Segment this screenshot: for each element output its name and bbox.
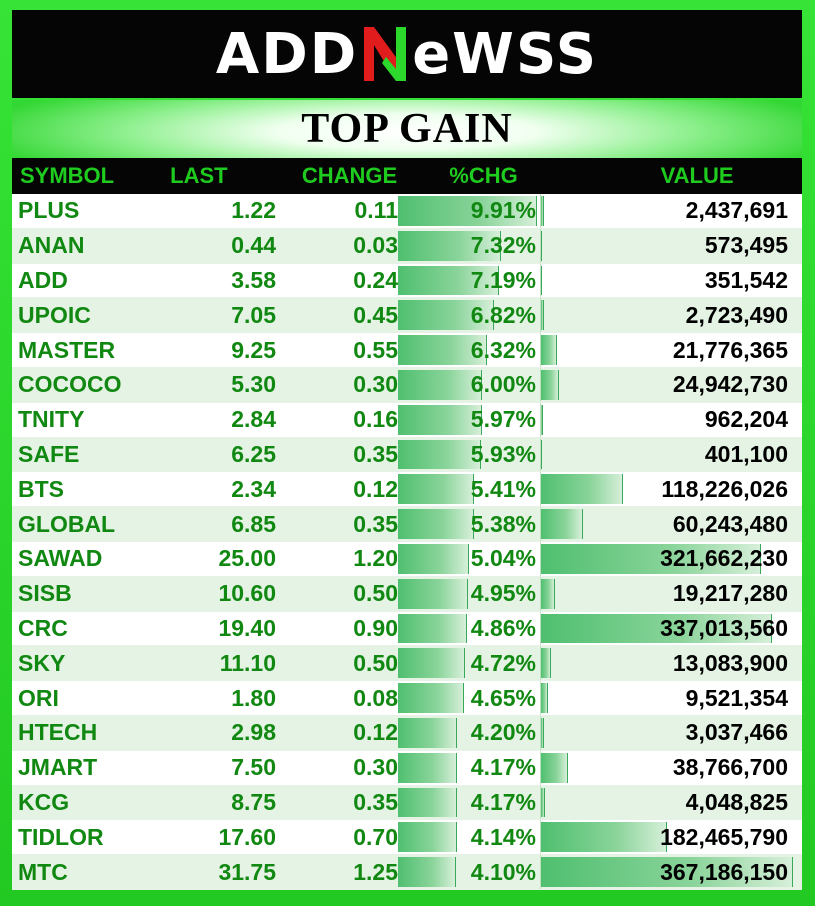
cell-pct-change-text: 6.32%: [470, 336, 536, 363]
cell-symbol: [12, 542, 158, 576]
cell-symbol: [12, 612, 158, 646]
table-row: [12, 194, 802, 229]
cell-value: [541, 751, 802, 785]
cell-value: [541, 507, 802, 541]
cell-last-text: 17.60: [218, 823, 276, 850]
cell-pct-change-text: 7.19%: [470, 266, 536, 293]
cell-symbol: [12, 298, 158, 332]
cell-symbol: [12, 646, 158, 680]
cell-value-text: 573,495: [704, 232, 788, 259]
table-row: [12, 472, 802, 507]
cell-last-text: 7.50: [231, 754, 276, 781]
cell-change: [276, 194, 398, 228]
cell-value-text: 2,437,691: [685, 197, 788, 224]
cell-pct-change: [398, 751, 541, 785]
title-band: [12, 100, 802, 158]
cell-value-text: 337,013,560: [660, 614, 788, 641]
header-value: VALUE: [660, 163, 734, 188]
cell-change: [276, 298, 398, 332]
cell-value-bar: [541, 231, 542, 261]
cell-value: [541, 542, 802, 576]
cell-pct-change-text: 5.93%: [470, 440, 536, 467]
cell-symbol-text: TNITY: [18, 406, 85, 433]
cell-value-text: 367,186,150: [660, 858, 788, 885]
table-row: [12, 646, 802, 681]
cell-symbol: [12, 368, 158, 402]
cell-last-text: 10.60: [218, 580, 276, 607]
cell-symbol-text: CRC: [18, 614, 68, 641]
cell-symbol: [12, 820, 158, 854]
cell-symbol: [12, 229, 158, 263]
cell-change-text: 1.25: [353, 858, 398, 885]
cell-value-text: 60,243,480: [672, 510, 788, 537]
cell-last-text: 6.85: [231, 510, 276, 537]
cell-last: [158, 855, 276, 889]
cell-change: [276, 264, 398, 298]
cell-change-text: 0.50: [353, 580, 398, 607]
cell-change: [276, 368, 398, 402]
table-header: [12, 158, 802, 194]
table-row: [12, 716, 802, 751]
cell-last: [158, 612, 276, 646]
cell-value-bar: [541, 718, 544, 748]
table-row: [12, 298, 802, 333]
cell-pct-change: [398, 612, 541, 646]
cell-change-text: 0.11: [354, 197, 398, 224]
cell-pct-change: [398, 194, 541, 228]
cell-symbol-text: SKY: [18, 649, 66, 676]
cell-change: [276, 542, 398, 576]
table-row: [12, 577, 802, 612]
cell-value: [541, 612, 802, 646]
cell-change-text: 0.03: [353, 232, 398, 259]
cell-change-text: 0.12: [353, 475, 398, 502]
logo-n-mark-icon: [360, 23, 410, 85]
cell-pct-change-text: 6.00%: [470, 371, 536, 398]
cell-last-text: 7.05: [231, 301, 276, 328]
cell-change: [276, 577, 398, 611]
cell-pct-change: [398, 855, 541, 889]
cell-value-bar: [541, 405, 543, 435]
cell-value: [541, 786, 802, 820]
cell-pct-change: [398, 368, 541, 402]
cell-value: [541, 681, 802, 715]
table-row: [12, 507, 802, 542]
cell-value-bar: [541, 440, 542, 470]
cell-last: [158, 333, 276, 367]
cell-value: [541, 577, 802, 611]
cell-value: [541, 855, 802, 889]
cell-pct-change: [398, 577, 541, 611]
cell-last: [158, 298, 276, 332]
cell-change: [276, 786, 398, 820]
cell-change-text: 0.24: [353, 266, 398, 293]
cell-value-text: 2,723,490: [685, 301, 788, 328]
cell-pct-change-text: 4.65%: [470, 684, 536, 711]
cell-pct-change-text: 7.32%: [470, 232, 536, 259]
cell-value-text: 13,083,900: [672, 649, 788, 676]
table-row: [12, 368, 802, 403]
cell-value-bar: [541, 579, 555, 609]
cell-pct-change-bar: [398, 718, 457, 748]
cell-pct-change-text: 6.82%: [470, 301, 536, 328]
cell-symbol-text: HTECH: [18, 719, 98, 746]
cell-last: [158, 438, 276, 472]
cell-pct-change: [398, 786, 541, 820]
cell-pct-change-bar: [398, 544, 469, 574]
cell-change-text: 1.20: [353, 545, 398, 572]
cell-pct-change: [398, 820, 541, 854]
cell-value-bar: [541, 822, 667, 852]
header-change: CHANGE: [301, 163, 398, 188]
cell-value: [541, 716, 802, 750]
cell-last-text: 2.98: [231, 719, 276, 746]
table-row: [12, 751, 802, 786]
header-bar: [12, 10, 802, 98]
cell-value-text: 19,217,280: [672, 580, 788, 607]
cell-value-text: 21,776,365: [672, 336, 788, 363]
cell-pct-change-bar: [398, 509, 474, 539]
cell-last: [158, 542, 276, 576]
cell-last: [158, 472, 276, 506]
cell-last: [158, 786, 276, 820]
cell-symbol: [12, 681, 158, 715]
cell-value: [541, 333, 802, 367]
cell-change-text: 0.35: [353, 510, 398, 537]
cell-symbol: [12, 194, 158, 228]
cell-pct-change-text: 4.10%: [470, 858, 536, 885]
cell-change: [276, 855, 398, 889]
table-row: [12, 612, 802, 647]
cell-last-text: 5.30: [231, 371, 276, 398]
cell-last-text: 2.84: [231, 406, 276, 433]
cell-value-text: 4,048,825: [685, 788, 788, 815]
cell-change: [276, 507, 398, 541]
cell-symbol: [12, 403, 158, 437]
cell-pct-change: [398, 542, 541, 576]
cell-value-bar: [541, 266, 542, 296]
header-symbol: SYMBOL: [20, 163, 115, 188]
cell-pct-change: [398, 472, 541, 506]
header-last: LAST: [170, 163, 228, 188]
header-pct-change: %CHG: [449, 163, 518, 188]
cell-change: [276, 438, 398, 472]
cell-last: [158, 577, 276, 611]
table-row: [12, 264, 802, 299]
cell-value-text: 321,662,230: [660, 545, 788, 572]
cell-symbol: [12, 472, 158, 506]
cell-change: [276, 681, 398, 715]
cell-symbol: [12, 855, 158, 889]
cell-last: [158, 646, 276, 680]
cell-value-text: 401,100: [704, 440, 788, 467]
cell-value-bar: [541, 683, 548, 713]
cell-pct-change-text: 4.72%: [470, 649, 536, 676]
cell-pct-change-bar: [398, 440, 481, 470]
cell-symbol-text: TIDLOR: [18, 823, 104, 850]
cell-value-text: 9,521,354: [685, 684, 788, 711]
cell-symbol-text: COCOCO: [18, 371, 122, 398]
table-row: [12, 438, 802, 473]
cell-last-text: 1.80: [231, 684, 276, 711]
cell-value: [541, 403, 802, 437]
table-row: [12, 403, 802, 438]
cell-value: [541, 368, 802, 402]
cell-pct-change: [398, 403, 541, 437]
cell-change: [276, 716, 398, 750]
cell-change-text: 0.35: [353, 440, 398, 467]
cell-change: [276, 229, 398, 263]
cell-value-text: 962,204: [704, 406, 788, 433]
cell-pct-change: [398, 716, 541, 750]
cell-pct-change-bar: [398, 370, 482, 400]
cell-pct-change: [398, 333, 541, 367]
cell-symbol: [12, 786, 158, 820]
cell-last-text: 1.22: [231, 197, 276, 224]
cell-symbol-text: JMART: [18, 754, 98, 781]
cell-value-text: 24,942,730: [672, 371, 788, 398]
table-row: [12, 855, 802, 890]
cell-last: [158, 403, 276, 437]
cell-change-text: 0.35: [353, 788, 398, 815]
cell-value-bar: [541, 753, 568, 783]
cell-symbol: [12, 333, 158, 367]
cell-change-text: 0.55: [353, 336, 398, 363]
table-row: [12, 229, 802, 264]
cell-pct-change-text: 4.14%: [470, 823, 536, 850]
cell-pct-change-bar: [398, 648, 465, 678]
cell-pct-change-bar: [398, 614, 467, 644]
cell-pct-change-text: 4.86%: [470, 614, 536, 641]
cell-value-bar: [541, 335, 557, 365]
cell-value-bar: [541, 474, 623, 504]
cell-change-text: 0.12: [353, 719, 398, 746]
cell-symbol: [12, 264, 158, 298]
cell-value-bar: [541, 196, 544, 226]
cell-value-text: 38,766,700: [672, 754, 788, 781]
cell-symbol-text: MASTER: [18, 336, 116, 363]
cell-pct-change-text: 9.91%: [470, 197, 536, 224]
cell-value-bar: [541, 788, 545, 818]
cell-last: [158, 681, 276, 715]
cell-last-text: 8.75: [231, 788, 276, 815]
cell-last: [158, 194, 276, 228]
cell-last: [158, 264, 276, 298]
cell-symbol-text: ORI: [18, 684, 59, 711]
cell-symbol-text: PLUS: [18, 197, 80, 224]
cell-last: [158, 229, 276, 263]
cell-last: [158, 507, 276, 541]
cell-pct-change-text: 4.17%: [470, 754, 536, 781]
cell-pct-change-bar: [398, 405, 482, 435]
cell-value-text: 118,226,026: [661, 475, 788, 502]
cell-change: [276, 403, 398, 437]
cell-last-text: 11.10: [219, 649, 276, 676]
table-row: [12, 820, 802, 855]
cell-symbol-text: SAWAD: [18, 545, 103, 572]
cell-symbol-text: KCG: [18, 788, 70, 815]
cell-symbol: [12, 438, 158, 472]
cell-change: [276, 472, 398, 506]
cell-last-text: 19.40: [218, 614, 276, 641]
cell-value-bar: [541, 648, 551, 678]
brand-logo: [216, 22, 598, 87]
cell-pct-change: [398, 438, 541, 472]
cell-pct-change: [398, 298, 541, 332]
table-row: [12, 333, 802, 368]
table-body: [12, 194, 802, 890]
cell-pct-change-text: 4.95%: [470, 580, 536, 607]
cell-value-text: 3,037,466: [685, 719, 788, 746]
cell-value-text: 351,542: [704, 266, 788, 293]
cell-last: [158, 751, 276, 785]
cell-last-text: 9.25: [231, 336, 276, 363]
cell-change-text: 0.50: [353, 649, 398, 676]
cell-symbol-text: SISB: [18, 580, 72, 607]
cell-pct-change-bar: [398, 788, 457, 818]
cell-symbol: [12, 507, 158, 541]
logo-text-right: eWSS: [412, 21, 599, 87]
cell-pct-change-text: 5.41%: [470, 475, 536, 502]
cell-symbol-text: UPOIC: [18, 301, 91, 328]
cell-last-text: 2.34: [231, 475, 276, 502]
cell-value: [541, 820, 802, 854]
table-row: [12, 786, 802, 821]
cell-change: [276, 751, 398, 785]
cell-value: [541, 229, 802, 263]
cell-symbol-text: SAFE: [18, 440, 80, 467]
cell-pct-change: [398, 646, 541, 680]
cell-pct-change: [398, 507, 541, 541]
cell-pct-change-text: 5.04%: [470, 545, 536, 572]
cell-change-text: 0.16: [353, 406, 398, 433]
top-gain-table: [12, 158, 802, 890]
cell-change-text: 0.70: [353, 823, 398, 850]
cell-value-bar: [541, 509, 583, 539]
cell-change: [276, 333, 398, 367]
page-title: TOP GAIN: [301, 106, 513, 152]
cell-pct-change-bar: [398, 822, 457, 852]
cell-value: [541, 472, 802, 506]
cell-value-bar: [541, 370, 559, 400]
cell-symbol: [12, 577, 158, 611]
cell-value: [541, 438, 802, 472]
cell-value: [541, 194, 802, 228]
cell-change: [276, 820, 398, 854]
cell-symbol-text: ANAN: [18, 232, 85, 259]
cell-pct-change-bar: [398, 857, 456, 887]
cell-value-bar: [541, 300, 544, 330]
cell-pct-change-text: 5.38%: [470, 510, 536, 537]
cell-pct-change-bar: [398, 753, 457, 783]
cell-change-text: 0.30: [353, 754, 398, 781]
cell-last-text: 31.75: [218, 858, 276, 885]
cell-pct-change-text: 5.97%: [470, 406, 536, 433]
cell-symbol-text: GLOBAL: [18, 510, 116, 537]
cell-change-text: 0.45: [353, 301, 398, 328]
logo-text-left: ADD: [215, 21, 359, 87]
cell-last-text: 6.25: [231, 440, 276, 467]
cell-value: [541, 264, 802, 298]
cell-last-text: 3.58: [231, 266, 276, 293]
cell-pct-change-text: 4.20%: [470, 719, 536, 746]
cell-change-text: 0.90: [353, 614, 398, 641]
cell-pct-change-bar: [398, 474, 474, 504]
cell-pct-change-bar: [398, 579, 468, 609]
cell-value: [541, 646, 802, 680]
cell-pct-change: [398, 264, 541, 298]
cell-symbol-text: MTC: [18, 858, 68, 885]
cell-pct-change-text: 4.17%: [470, 788, 536, 815]
cell-last: [158, 716, 276, 750]
cell-pct-change: [398, 681, 541, 715]
cell-value-text: 182,465,790: [660, 823, 788, 850]
table-row: [12, 681, 802, 716]
cell-symbol: [12, 751, 158, 785]
cell-change: [276, 612, 398, 646]
cell-last: [158, 820, 276, 854]
cell-symbol: [12, 716, 158, 750]
cell-change: [276, 646, 398, 680]
cell-last-text: 0.44: [231, 232, 276, 259]
cell-pct-change: [398, 229, 541, 263]
cell-symbol-text: BTS: [18, 475, 64, 502]
cell-pct-change-bar: [398, 683, 464, 713]
cell-change-text: 0.08: [353, 684, 398, 711]
cell-symbol-text: ADD: [18, 266, 68, 293]
table-row: [12, 542, 802, 577]
cell-change-text: 0.30: [353, 371, 398, 398]
cell-last: [158, 368, 276, 402]
cell-last-text: 25.00: [218, 545, 276, 572]
cell-value: [541, 298, 802, 332]
